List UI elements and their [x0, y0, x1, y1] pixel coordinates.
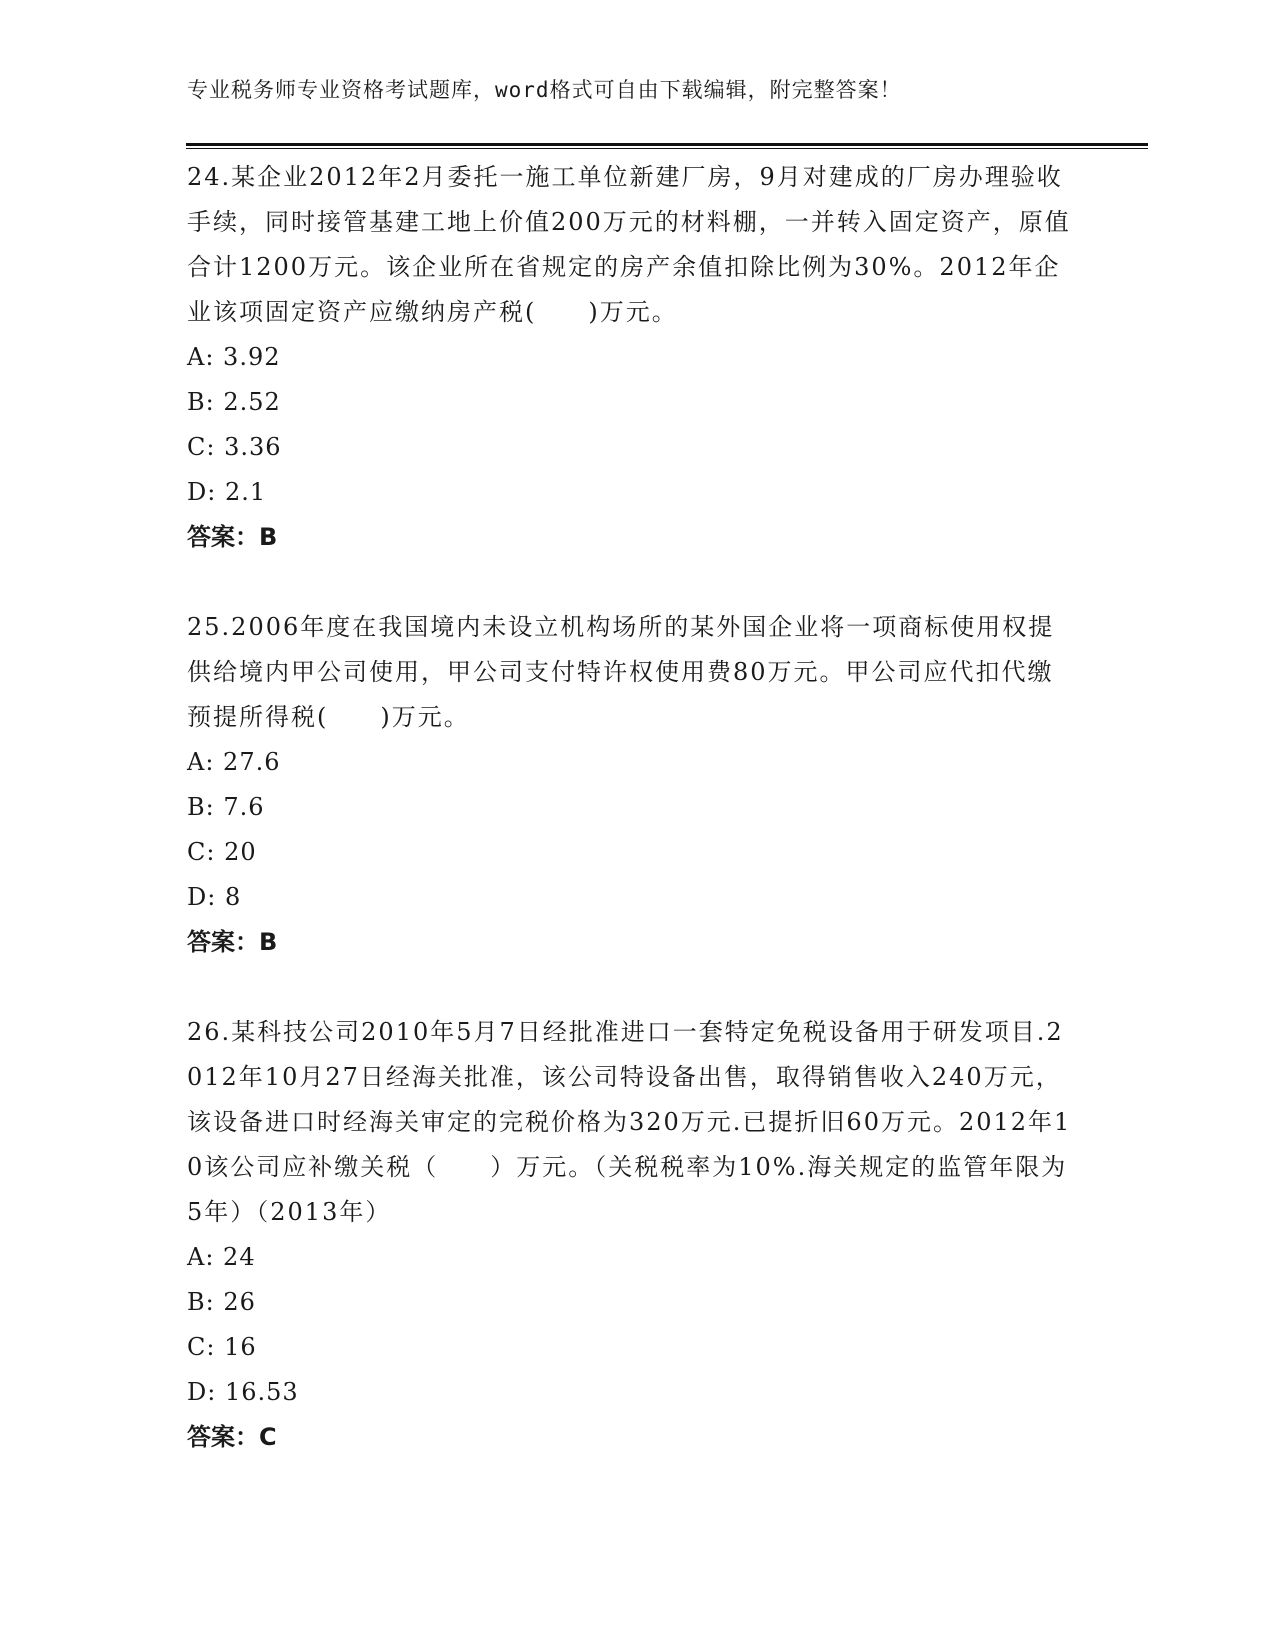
answer: 答案：B — [187, 523, 278, 551]
option-d: D: 2.1 — [187, 478, 267, 506]
header-divider-thin — [186, 148, 1148, 149]
option-c: C: 20 — [187, 838, 257, 866]
answer: 答案：C — [187, 1423, 277, 1451]
option-a: A: 24 — [187, 1243, 256, 1271]
header-divider-thick — [186, 143, 1148, 146]
option-b: B: 7.6 — [187, 793, 265, 821]
answer: 答案：B — [187, 928, 278, 956]
option-c: C: 16 — [187, 1333, 257, 1361]
question-text: 24.某企业2012年2月委托一施工单位新建厂房，9月对建成的厂房办理验收手续，同时接管基建工地上价值200万元的材料棚，一并转入固定资产，原值合计1200万元。该企业所在省规定的房产余值扣除比例为30%。2012年企业该项固定资产应缴纳房产税( )万元。 — [187, 163, 1071, 326]
option-a: A: 3.92 — [187, 343, 281, 371]
option-b: B: 2.52 — [187, 388, 281, 416]
question-text: 26.某科技公司2010年5月7日经批准进口一套特定免税设备用于研发项目.2012年10月27日经海关批准，该公司特设备出售，取得销售收入240万元，该设备进口时经海关审定的完税价格为320万元.已提折旧60万元。2012年10该公司应补缴关税（ ）万元。（关税税率为10%.海关规定的监管年限为5年）（2013年） — [187, 1018, 1072, 1226]
option-a: A: 27.6 — [187, 748, 281, 776]
option-d: D: 16.53 — [187, 1378, 299, 1406]
question-text: 25.2006年度在我国境内未设立机构场所的某外国企业将一项商标使用权提供给境内甲公司使用，甲公司支付特许权使用费80万元。甲公司应代扣代缴预提所得税( )万元。 — [187, 613, 1055, 731]
header-divider — [186, 143, 1148, 151]
question-25 — [187, 605, 1087, 965]
question-24 — [187, 155, 1087, 560]
option-c: C: 3.36 — [187, 433, 282, 461]
question-spacer — [187, 965, 1087, 1010]
question-26 — [187, 1010, 1087, 1460]
option-d: D: 8 — [187, 883, 242, 911]
page-header: 专业税务师专业资格考试题库，word格式可自由下载编辑，附完整答案！ — [187, 78, 902, 102]
question-list — [187, 155, 1087, 1460]
question-spacer — [187, 560, 1087, 605]
option-b: B: 26 — [187, 1288, 256, 1316]
